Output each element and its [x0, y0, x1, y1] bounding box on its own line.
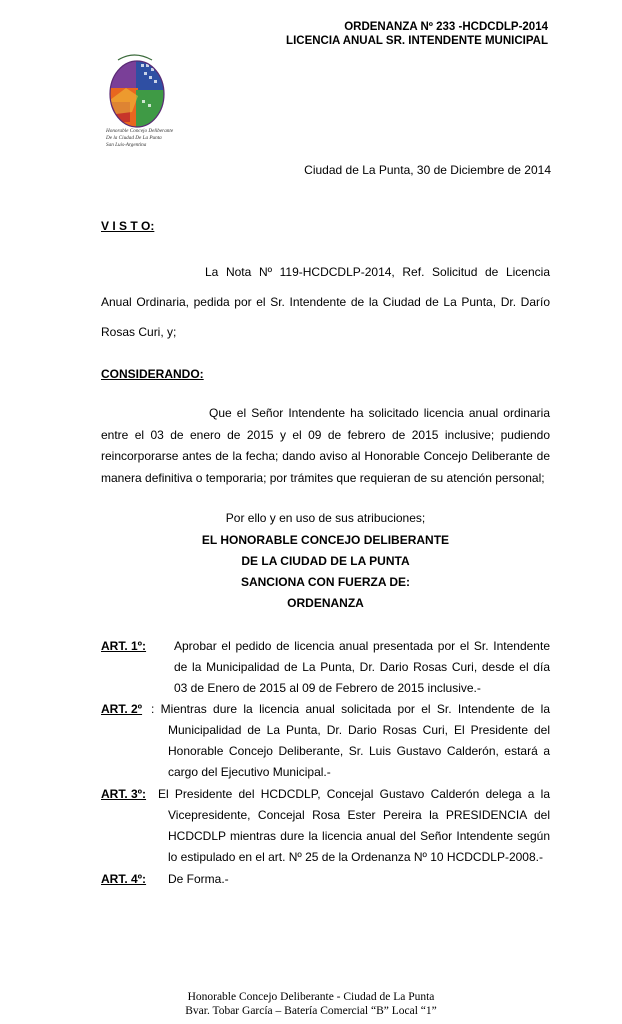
footer-line: Bvar. Tobar García – Batería Comercial “B” Local “1”: [185, 1005, 437, 1017]
visto-text: La Nota Nº 119-HCDCDLP-2014, Ref. Solicitud de Licencia Anual Ordinaria, pedida por el Sr. Intendente de la Ciudad de La Punta, Dr. Darío Rosas Curi, y;: [101, 265, 550, 339]
logo-caption: [106, 128, 178, 149]
article-3: [101, 784, 550, 868]
visto-paragraph: [101, 257, 550, 347]
considerando-heading: CONSIDERANDO:: [101, 367, 204, 381]
resolution-line: DE LA CIUDAD DE LA PUNTA: [241, 554, 410, 568]
document-header: [286, 20, 548, 48]
resolution-title: ORDENANZA: [287, 596, 364, 610]
article-text: De Forma.-: [168, 872, 229, 886]
resolution-line: EL HONORABLE CONCEJO DELIBERANTE: [201, 533, 450, 547]
considerando-paragraph: [101, 403, 550, 489]
logo-caption-line: De la Ciudad De La Punta: [106, 135, 162, 141]
article-text: El Presidente del HCDCDLP, Concejal Gustavo Calderón delega a la Vicepresidente, Concejal Rosa Ester Pereira la PRESIDENCIA del HCDCDLP mientras dure la licencia anual del Señor Intendente según lo estipulado en el art. Nº 25 de la Ordenanza Nº 10 HCDCDLP-2008.-: [158, 787, 550, 864]
considerando-text: Que el Señor Intendente ha solicitado licencia anual ordinaria entre el 03 de enero de 2015 y el 09 de febrero de 2015 inclusive; pudiendo reincorporarse antes de la fecha; dando aviso al Honorable Concejo Deliberante de manera definitiva o temporaria; por trámites que requieran de su atención personal;: [101, 406, 550, 485]
ordinance-subject: LICENCIA ANUAL SR. INTENDENTE MUNICIPAL: [286, 35, 548, 47]
logo-caption-line: San Luis-Argentina: [106, 142, 147, 148]
resolution-line: SANCIONA CON FUERZA DE:: [240, 575, 411, 589]
article-text: Aprobar el pedido de licencia anual presentada por el Sr. Intendente de la Municipalidad de La Punta, Dr. Dario Rosas Curi, desde el día 03 de Enero de 2015 al 09 de Febrero de 2015 inclusive.-: [174, 639, 550, 695]
article-label: ART. 2º: [101, 702, 143, 716]
article-1: [101, 636, 550, 699]
article-label: ART. 4º:: [101, 872, 147, 886]
article-4: [101, 869, 550, 890]
article-label: ART. 3º:: [101, 787, 147, 801]
article-2: [101, 699, 550, 783]
article-label: ART. 1º:: [101, 639, 147, 653]
footer-line: Honorable Concejo Deliberante - Ciudad de La Punta: [187, 991, 435, 1003]
visto-heading: V I S T O:: [101, 219, 155, 233]
ordinance-number: ORDENANZA Nº 233 -HCDCDLP-2014: [344, 21, 548, 33]
resolution-intro: Por ello y en uso de sus atribuciones;: [225, 511, 426, 525]
logo-caption-line: Honorable Concejo Deliberante: [106, 128, 174, 134]
article-text: : Mientras dure la licencia anual solicitada por el Sr. Intendente de la Municipalidad de La Punta, Dr. Dario Rosas Curi, El Presidente del Honorable Concejo Deliberante, Sr. Luis Gustavo Calderón, estará a cargo del Ejecutivo Municipal.-: [151, 702, 550, 779]
date-line: Ciudad de La Punta, 30 de Diciembre de 2014: [304, 163, 551, 177]
